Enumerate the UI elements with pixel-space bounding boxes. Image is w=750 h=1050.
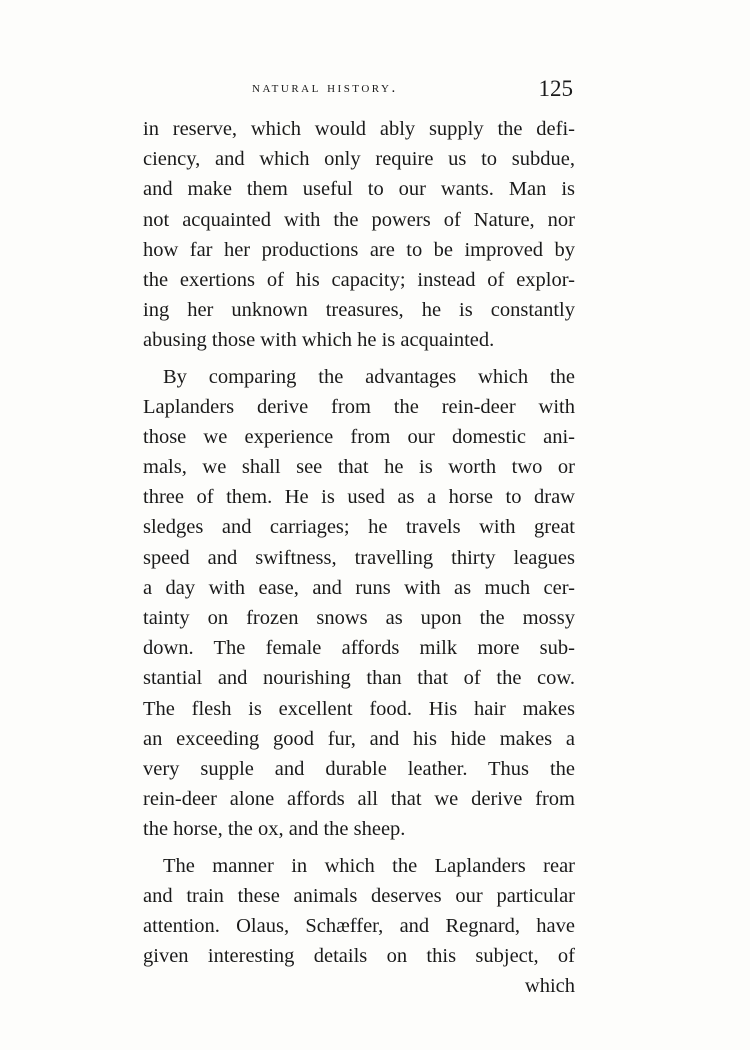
text-line: The flesh is excellent food. His hair makes xyxy=(143,697,575,720)
text-line: an exceeding good fur, and his hide makes a xyxy=(143,727,575,750)
text-line: abusing those with which he is acquainted. xyxy=(143,329,495,352)
text-line: three of them. He is used as a horse to draw xyxy=(143,486,575,509)
text-line: sledges and carriages; he travels with great xyxy=(143,516,575,539)
text-line: ciency, and which only require us to subdue, xyxy=(143,148,575,171)
text-line: stantial and nourishing than that of the cow. xyxy=(143,667,575,690)
catchword: which xyxy=(524,975,575,998)
text-line: tainty on frozen snows as upon the mossy xyxy=(143,607,575,629)
text-line: Laplanders derive from the rein-deer with xyxy=(143,395,575,418)
text-line: a day with ease, and runs with as much cer- xyxy=(143,576,575,599)
text-line: ing her unknown treasures, he is constantly xyxy=(143,299,575,322)
text-line: not acquainted with the powers of Nature, nor xyxy=(143,208,575,231)
text-line: the horse, the ox, and the sheep. xyxy=(143,818,406,841)
running-title: natural history. xyxy=(252,80,398,96)
text-line: given interesting details on this subject, of xyxy=(143,945,575,968)
text-line: and train these animals deserves our particular xyxy=(143,884,575,907)
text-line: attention. Olaus, Schæffer, and Regnard, have xyxy=(143,914,575,937)
text-line: how far her productions are to be improved by xyxy=(143,238,575,261)
text-line: down. The female affords milk more sub- xyxy=(143,637,575,660)
text-line: in reserve, which would ably supply the defi- xyxy=(143,118,575,140)
text-line: those we experience from our domestic ani- xyxy=(143,425,575,448)
text-line: very supple and durable leather. Thus the xyxy=(143,757,575,780)
text-line: the exertions of his capacity; instead of explor- xyxy=(143,268,575,291)
text-line: rein-deer alone affords all that we derive from xyxy=(143,788,575,811)
running-head xyxy=(145,76,575,106)
body-text xyxy=(143,114,575,1001)
text-line: mals, we shall see that he is worth two or xyxy=(143,456,575,479)
text-line: speed and swiftness, travelling thirty leagues xyxy=(143,546,575,569)
text-line: The manner in which the Laplanders rear xyxy=(163,854,575,877)
page-number: 125 xyxy=(538,76,573,101)
text-line: and make them useful to our wants. Man is xyxy=(143,178,575,201)
text-line: By comparing the advantages which the xyxy=(163,365,575,388)
